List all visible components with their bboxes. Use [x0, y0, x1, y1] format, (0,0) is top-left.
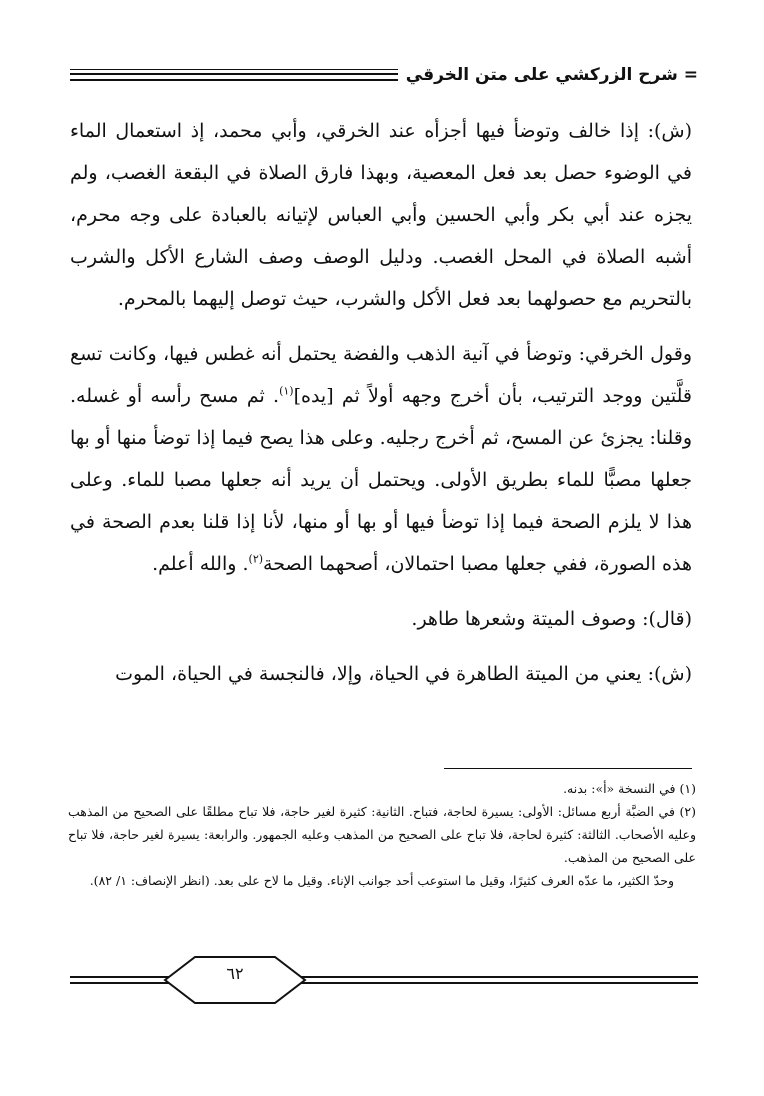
main-text	[70, 110, 692, 708]
page-number-ornament	[70, 955, 698, 1005]
header-dash: =	[677, 65, 698, 85]
paragraph-2-part-a: وقول الخرقي: وتوضأ في آنية الذهب والفضة يحتمل أنه غطس فيها، وكانت تسع قلَّتين ووجد الترتيب، بأن أخرج وجهه أولاً ثم [يده]	[70, 343, 693, 407]
footnote-ref-2: (٢)	[248, 552, 264, 566]
paragraph-2-part-b: . ثم مسح رأسه أو غسله. وقلنا: يجزئ عن المسح، ثم أخرج رجليه. وعلى هذا يصح فيما إذا توضأ منها أو بها جعلها مصبًّا للماء بطريق الأولى. ويحتمل أن يريد أنه جعلها مصبا للماء. وعلى هذا لا يلزم الصحة فيما إذا توضأ فيها أو بها أو منها، لأنا إذا قلنا بعدم الصحة في هذه الصورة، ففي جعلها مصبا احتمالان، أصحهما الصحة	[70, 385, 692, 575]
folio-frame	[70, 955, 698, 1005]
header-rule-thin	[70, 69, 438, 70]
page-number: ٦٢	[226, 964, 244, 983]
paragraph-2-part-c: . والله أعلم.	[152, 553, 249, 575]
footnote-1: (١) في النسخة «أ»: بدنه.	[563, 781, 696, 796]
paragraph-2	[70, 333, 692, 585]
footnote-ref-1: (١)	[279, 384, 294, 398]
header-title	[398, 62, 698, 88]
header-rule	[70, 73, 438, 75]
footnote-2-continued: وحدّ الكثير، ما عدّه العرف كثيرًا، وقيل ما استوعب أحد جوانب الإناء. وقيل ما لاح على بعد. (انظر الإنصاف: ١/ ٨٢).	[89, 873, 674, 888]
footnotes	[68, 777, 696, 892]
paragraph-3: (قال): وصوف الميتة وشعرها طاهر.	[411, 608, 692, 630]
running-header	[70, 62, 698, 92]
paragraph-4: (ش): يعني من الميتة الطاهرة في الحياة، وإلا، فالنجسة في الحياة، الموت	[115, 663, 692, 685]
paragraph-1: (ش): إذا خالف وتوضأ فيها أجزأه عند الخرقي، وأبي محمد، إذ استعمال الماء في الوضوء حصل بعد فعل المعصية، وبهذا فارق الصلاة في البقعة الغصب، ولم يجزه عند أبي بكر وأبي الحسين وأبي العباس لإتيانه بالعبادة على وجه محرم، أشبه الصلاة في المحل الغصب. ودليل الوصف وصف الشارع الأكل والشرب بالتحريم مع حصولهما بعد فعل الأكل والشرب، حيث توصل إليهما بالمحرم.	[70, 120, 692, 310]
footnote-2: (٢) في الضبَّة أربع مسائل: الأولى: يسيرة لحاجة، فتباح. الثانية: كثيرة لغير حاجة، فلا تباح مطلقًا على الصحيح من المذهب وعليه الأصحاب. الثالثة: كثيرة لحاجة، فلا تباح على الصحيح من المذهب وعليه الجمهور. والرابعة: يسيرة لغير حاجة، فلا تباح على الصحيح من المذهب.	[68, 804, 696, 865]
footnote-separator	[444, 768, 692, 769]
header-title-text: شرح الزركشي على متن الخرقي	[405, 65, 678, 85]
